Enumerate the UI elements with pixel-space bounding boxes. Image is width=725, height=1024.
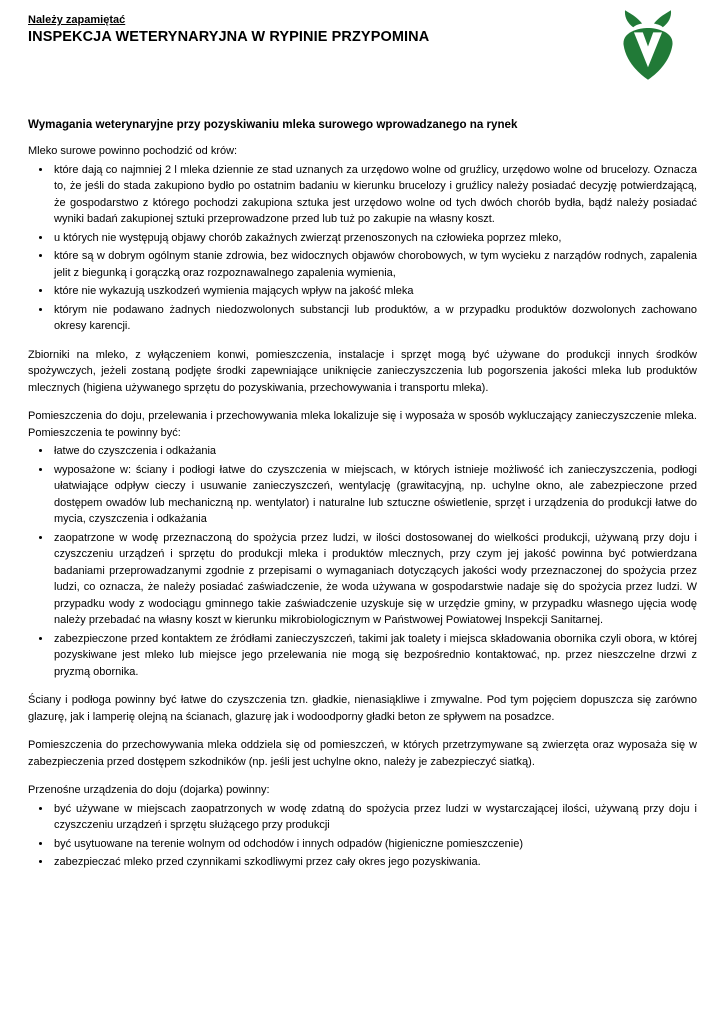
document-header: [28, 14, 697, 82]
list-item: • u których nie występują objawy chorób zakaźnych zwierząt przenoszonych na człowieka poprzez mleko,: [52, 230, 697, 247]
list-item: • które nie wykazują uszkodzeń wymienia mających wpływ na jakość mleka: [52, 283, 697, 300]
remember-note: Należy zapamiętać: [28, 14, 126, 26]
portable-requirements-list: [28, 801, 697, 871]
paragraph-walls-floors: Ściany i podłoga powinny być łatwe do czyszczenia tzn. gładkie, nienasiąkliwe i zmywalne. Pod tym pojęciem dopuszcza się zarówno glazurę, jak i lamperię olejną na ścianach, glazurę jak i wodoodporny gładki beton ze spływem na posadzce.: [28, 694, 697, 723]
paragraph-tanks: Zbiorniki na mleko, z wyłączeniem konwi, pomieszczenia, instalacje i sprzęt mogą być używane do produkcji innych środków spożywczych, jeżeli zostaną podjęte środki zapewniające uniknięcie zanieczyszczenia lub pogorszenia jakości mleka lub produktów mlecznych (higiena używanego sprzętu do pozyskiwania, przechowywania i transportu mleka).: [28, 348, 697, 394]
cow-requirements-list: [28, 162, 697, 335]
list-item: • które dają co najmniej 2 l mleka dziennie ze stad uznanych za urzędowo wolne od gruźlicy, urzędowo wolne od brucelozy. Oznacza to, że jeśli do stada zakupiono bydło po ostatnim badaniu w kierunku brucelozy i gruźlicy należy posiadać decyzję potwierdzającą, że gospodarstwo z którego pochodzi zakupiona sztuka jest urzędowo wolne od tych dwóch chorób bydła, bądź należy posiadać wyniki badań zakupionej sztuki przeprowadzone przed lub tuż po zakupie na własny koszt.: [52, 162, 697, 228]
list-item: • łatwe do czyszczenia i odkażania: [52, 443, 697, 460]
list-item: • którym nie podawano żadnych niedozwolonych substancji lub produktów, a w przypadku produktów dozwolonych zachowano okresy karencji.: [52, 302, 697, 335]
paragraph-portable-intro: Przenośne urządzenia do doju (dojarka) powinny:: [28, 784, 270, 796]
logo-svg: [611, 8, 685, 82]
list-item: • być używane w miejscach zaopatrzonych w wodę zdatną do spożycia przez ludzi w wystarczającej ilości, używaną przy doju i czyszczeniu urządzeń i sprzętu służącego przy produkcji: [52, 801, 697, 834]
room-requirements-list: [28, 443, 697, 680]
logo-shape: [623, 10, 672, 80]
page-title: INSPEKCJA WETERYNARYJNA W RYPINIE PRZYPOMINA: [28, 29, 430, 45]
list-item: • zaopatrzone w wodę przeznaczoną do spożycia przez ludzi, w ilości dostosowanej do wielkości produkcji, używaną przy doju i czyszczeniu urządzeń i sprzętu do produkcji mleka i produktów mlecznych, przy czym jej jakość powinna być potwierdzana badaniami przeprowadzanymi zgodnie z przepisami o wymaganiach dotyczących jakości wody przeznaczonej do spożycia przez ludzi, co oznacza, że należy posiadać zaświadczenie, że woda używana w gospodarstwie nadaje się do spożycia przez ludzi. W przypadku wody z wodociągu gminnego takie zaświadczenie uzyskuje się w urzędzie gminy, w przypadku własnego ujęcia wodę należy przebadać na własny koszt w kierunku mikrobiologicznym w Państwowej Powiatowej Inspekcji Sanitarnej.: [52, 530, 697, 629]
list-item: • zabezpieczone przed kontaktem ze źródłami zanieczyszczeń, takimi jak toalety i miejsca składowania obornika czyli obora, w której pozyskiwane jest mleko lub miejsce jego przelewania nie mogą się bezpośrednio kontaktować, np. przez nieszczelne drzwi z pryzmą obornika.: [52, 631, 697, 681]
veterinary-inspection-logo-icon: [611, 8, 685, 82]
list-item: • zabezpieczać mleko przed czynnikami szkodliwymi przez cały okres jego pozyskiwania.: [52, 854, 697, 871]
list-item: • które są w dobrym ogólnym stanie zdrowia, bez widocznych objawów chorobowych, w tym wycieku z narządów rodnych, zapalenia jelit z biegunką i gorączką oraz rozpoznawalnego zapalenia wymienia,: [52, 248, 697, 281]
paragraph-storage-rooms: Pomieszczenia do przechowywania mleka oddziela się od pomieszczeń, w których przetrzymywane są zwierzęta oraz wyposaża się w zabezpieczenia przed dostępem szkodników (np. jeśli jest uchylne okno, należy je zabezpieczyć siatką).: [28, 739, 697, 768]
list-item: • wyposażone w: ściany i podłogi łatwe do czyszczenia w miejscach, w których istnieje możliwość ich zanieczyszczenia, podłogi ułatwiające odpływ cieczy i usuwanie zanieczyszczeń, wentylację (grawitacyjną, np. uchylne okno, ale zabezpieczone przed dostępem owadów lub mechaniczną np. wentylator) i naturalne lub sztuczne oświetlenie, sprzęt i urządzenia do produkcji łatwe do mycia, czyszczenia i odkażania: [52, 462, 697, 528]
header-text: [28, 14, 429, 45]
paragraph-cows-intro: Mleko surowe powinno pochodzić od krów:: [28, 145, 238, 157]
document-subtitle: Wymagania weterynaryjne przy pozyskiwaniu mleka surowego wprowadzanego na rynek: [28, 118, 518, 131]
paragraph-rooms-intro: Pomieszczenia do doju, przelewania i przechowywania mleka lokalizuje się i wyposaża w sposób wykluczający zanieczyszczenie mleka. Pomieszczenia te powinny być:: [28, 410, 697, 439]
list-item: • być usytuowane na terenie wolnym od odchodów i innych odpadów (higieniczne pomieszczenie): [52, 836, 697, 853]
